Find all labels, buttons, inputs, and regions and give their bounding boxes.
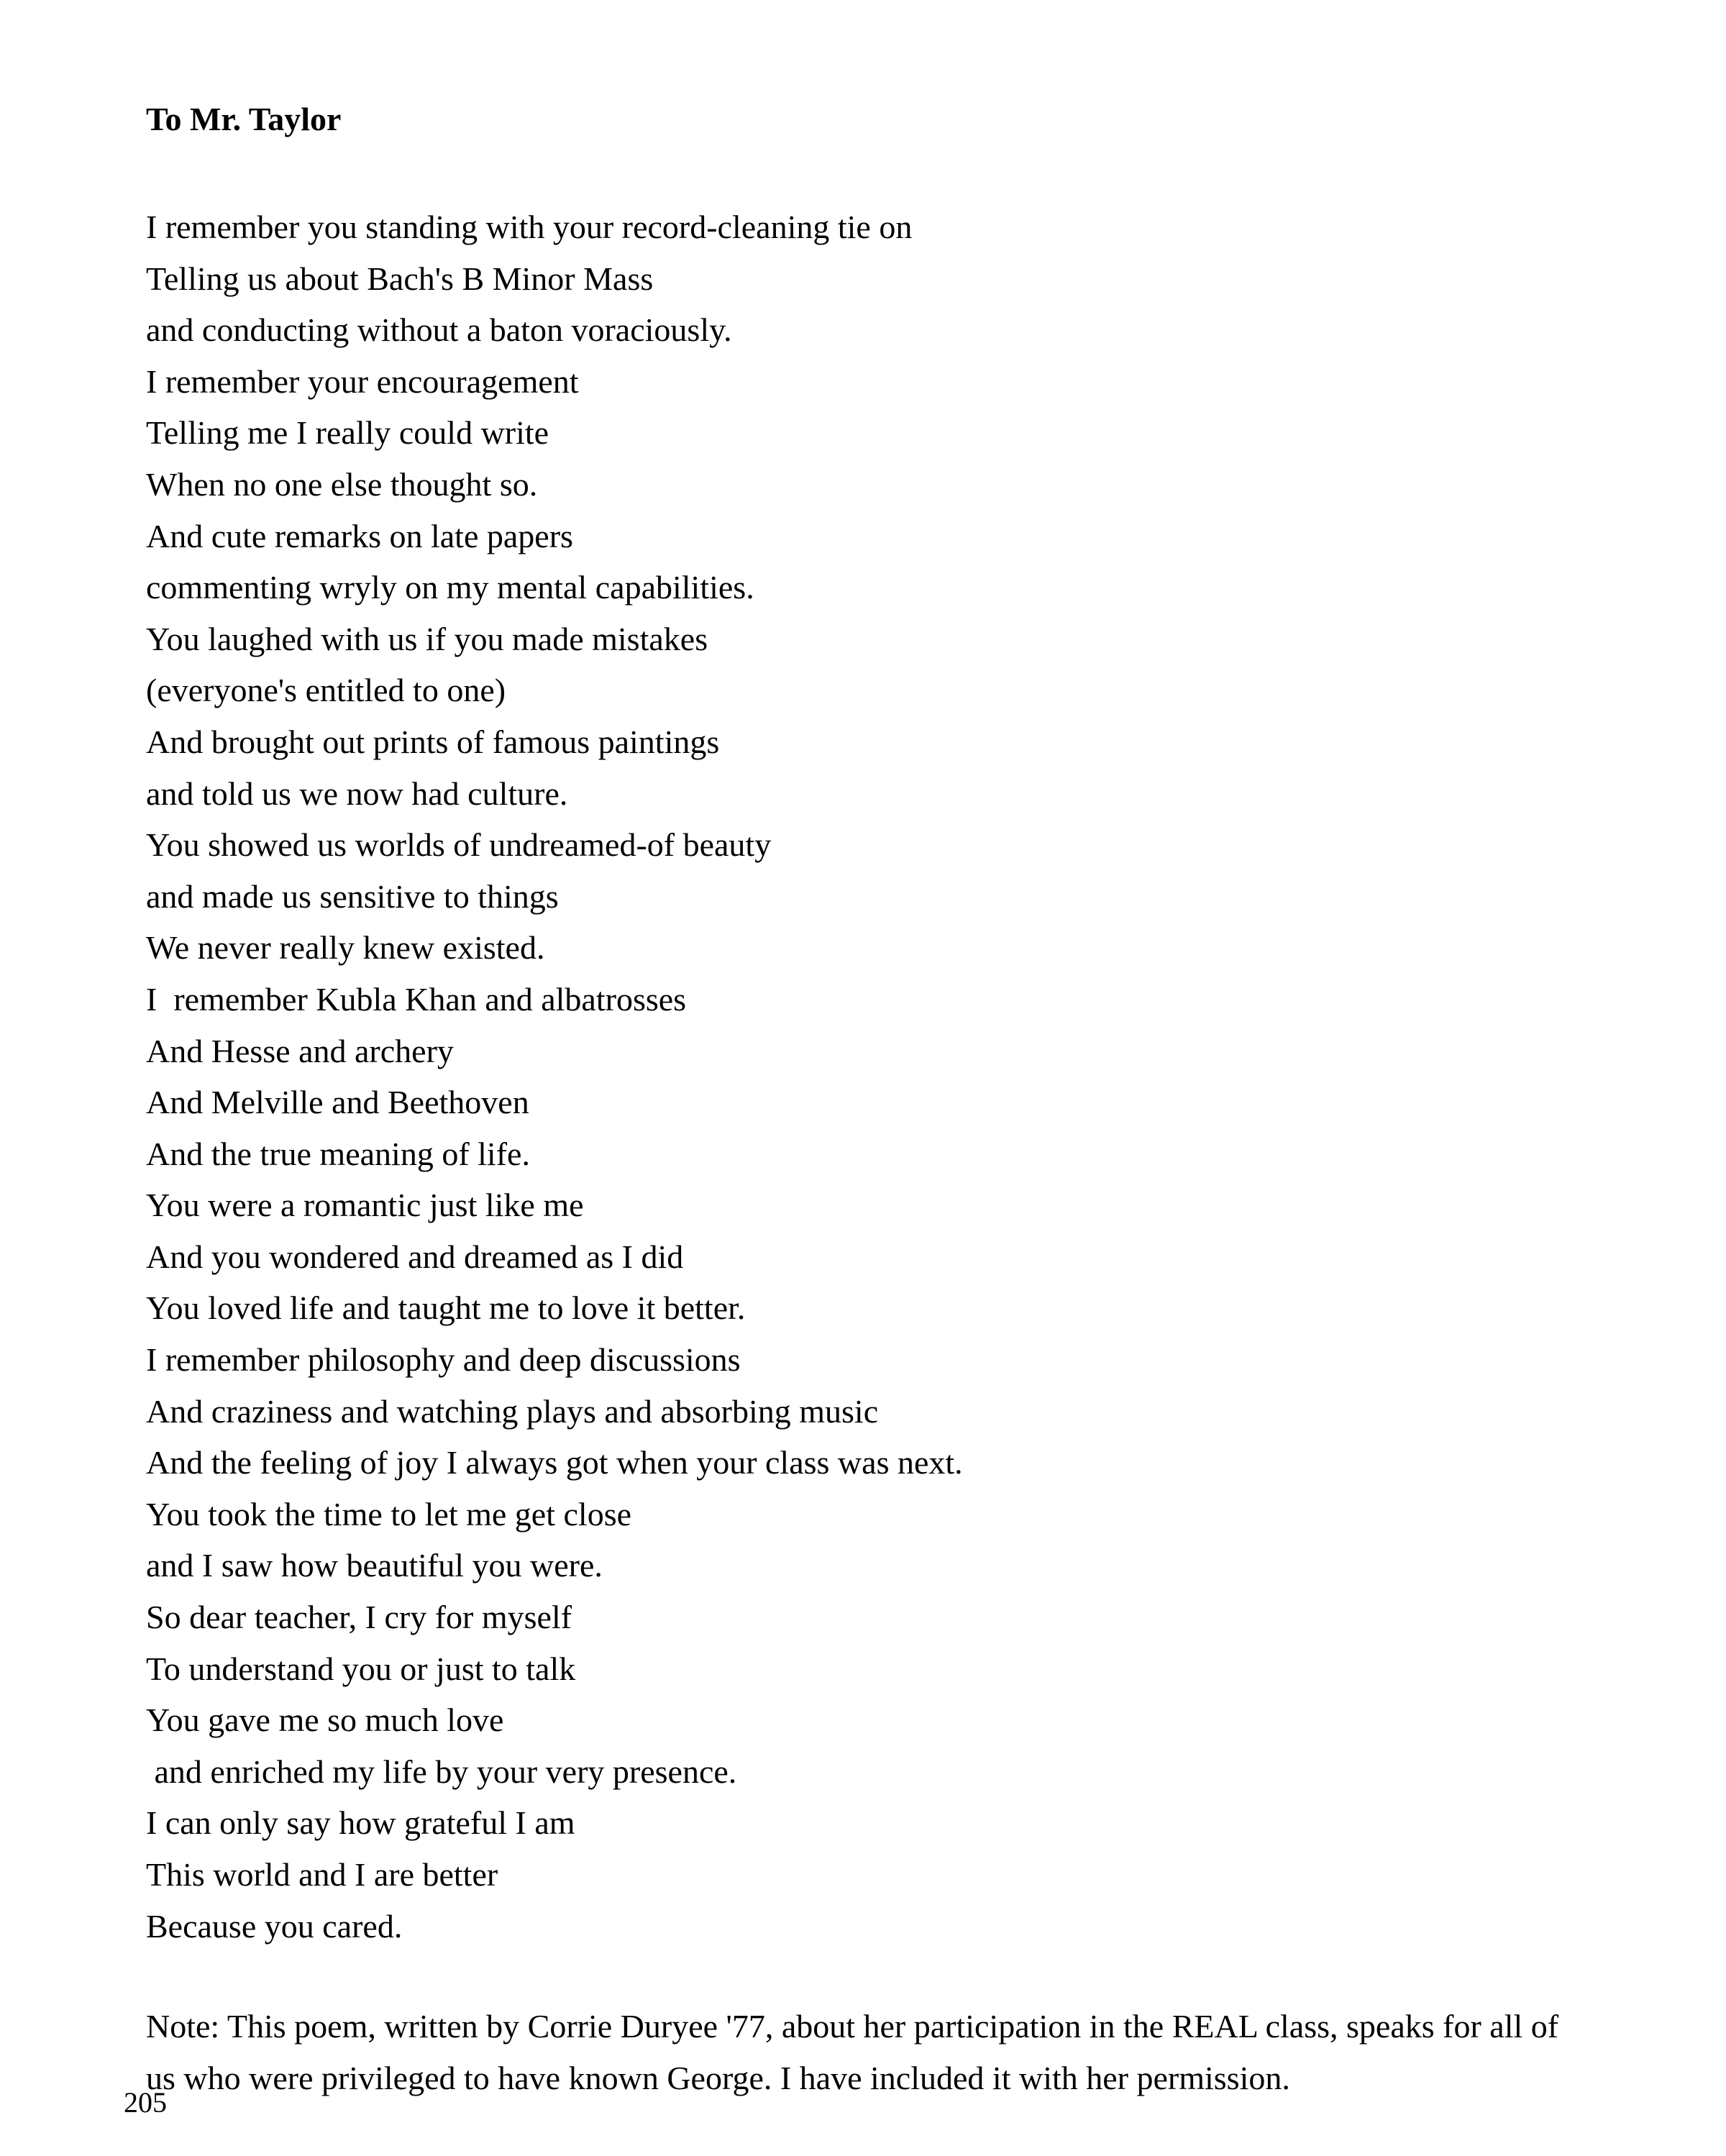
poem-line: And the true meaning of life. bbox=[146, 1135, 530, 1172]
poem-line: Telling me I really could write bbox=[146, 414, 549, 452]
poem-line: I remember philosophy and deep discussions bbox=[146, 1341, 741, 1379]
poem-line: and I saw how beautiful you were. bbox=[146, 1547, 603, 1584]
poem-line: This world and I are better bbox=[146, 1856, 498, 1893]
poem-line: (everyone's entitled to one) bbox=[146, 672, 506, 709]
poem-line: To understand you or just to talk bbox=[146, 1650, 576, 1687]
poem-line: You were a romantic just like me bbox=[146, 1187, 584, 1224]
poem-title: To Mr. Taylor bbox=[146, 101, 342, 137]
poem-line: And Melville and Beethoven bbox=[146, 1084, 529, 1121]
poem-line: and enriched my life by your very presence. bbox=[146, 1753, 737, 1790]
poem-line: So dear teacher, I cry for myself bbox=[146, 1599, 572, 1636]
poem-line: I remember your encouragement bbox=[146, 362, 579, 400]
poem-line: And brought out prints of famous paintings bbox=[146, 723, 720, 760]
poem-line: You gave me so much love bbox=[146, 1701, 504, 1739]
poem-line: I remember you standing with your record-cleaning tie on bbox=[146, 209, 913, 245]
page-number: 205 bbox=[124, 2086, 167, 2119]
poem-line: And cute remarks on late papers bbox=[146, 517, 573, 554]
poem-line: And Hesse and archery bbox=[146, 1032, 454, 1069]
poem-line: When no one else thought so. bbox=[146, 465, 538, 503]
poem-line: You showed us worlds of undreamed-of beauty bbox=[146, 826, 772, 864]
poem-line: You took the time to let me get close bbox=[146, 1495, 632, 1533]
poem-line: and made us sensitive to things bbox=[146, 877, 559, 915]
poem-line: And craziness and watching plays and absorbing music bbox=[146, 1392, 879, 1430]
poem-line: Telling us about Bach's B Minor Mass bbox=[146, 260, 654, 297]
poem-line: We never really knew existed. bbox=[146, 929, 545, 967]
poem-line: I remember Kubla Khan and albatrosses bbox=[146, 980, 687, 1018]
poem-line: and told us we now had culture. bbox=[146, 775, 568, 812]
poem-line: Because you cared. bbox=[146, 1907, 403, 1945]
poem-line: and conducting without a baton voraciously. bbox=[146, 311, 732, 349]
poem-body bbox=[146, 201, 963, 1952]
poem-line: And you wondered and dreamed as I did bbox=[146, 1238, 684, 1275]
poem-line: And the feeling of joy I always got when your class was next. bbox=[146, 1444, 963, 1481]
poem-line: commenting wryly on my mental capabilities. bbox=[146, 569, 754, 606]
poem-line: I can only say how grateful I am bbox=[146, 1804, 575, 1842]
poem-line: You loved life and taught me to love it better. bbox=[146, 1289, 746, 1327]
author-note: Note: This poem, written by Corrie Duryee '77, about her participation in the REAL class, speaks for all of us who were privileged to have known George. I have included it with her permission. bbox=[146, 2008, 1559, 2096]
poem-line: You laughed with us if you made mistakes bbox=[146, 620, 708, 657]
